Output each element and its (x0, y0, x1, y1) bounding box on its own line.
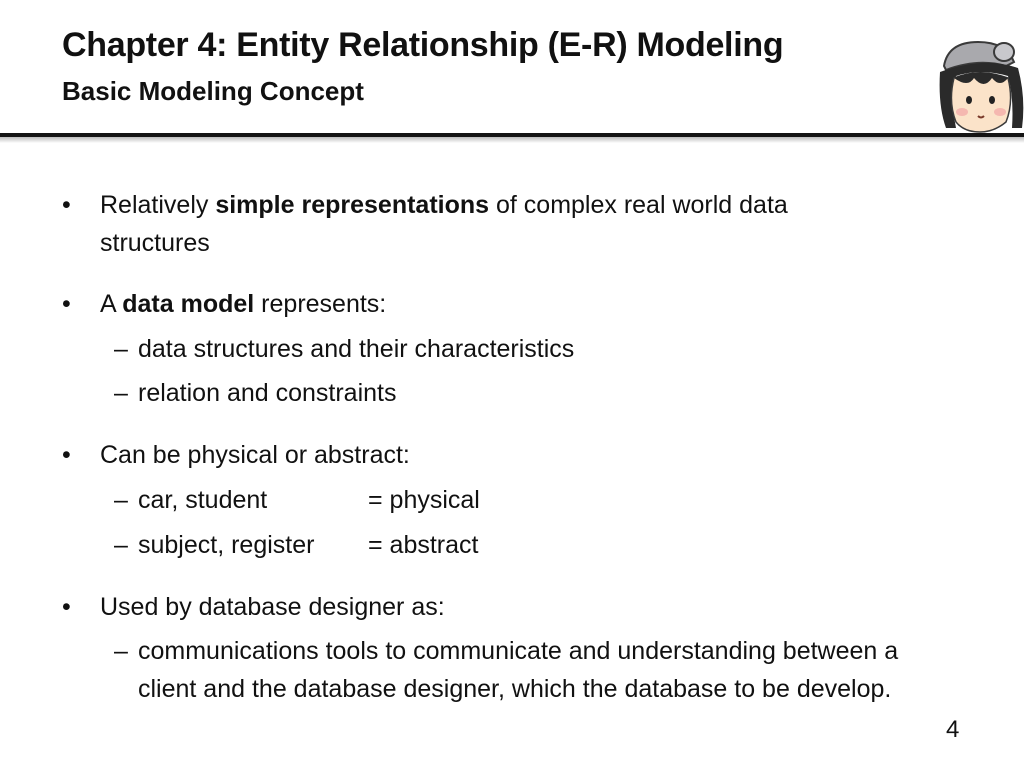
page-number: 4 (946, 716, 960, 743)
bullet-2-bold: data model (122, 290, 255, 318)
sub-bullet-3-1-value: = physical (368, 486, 480, 514)
sub-bullet-2-2: relation and constraints (138, 379, 397, 407)
slide-title: Chapter 4: Entity Relationship (E-R) Modeling (62, 26, 784, 64)
sub-bullet-dash: – (114, 335, 128, 363)
bullet-4-text: Used by database designer as: (100, 593, 445, 621)
bullet-1-text (100, 186, 900, 262)
bullet-2-text (100, 285, 900, 323)
sub-bullet-dash: – (114, 486, 128, 514)
sub-bullet-dash: – (114, 637, 128, 665)
bullet-2-pre: A (100, 290, 123, 318)
cartoon-character-with-cap-icon (934, 36, 1024, 134)
bullet-marker: • (62, 593, 71, 621)
sub-bullet-3-1-item: car, student (138, 486, 268, 514)
sub-bullet-3-2-value: = abstract (368, 531, 479, 559)
sub-bullet-3-2-item: subject, register (138, 531, 315, 559)
slide-subtitle: Basic Modeling Concept (62, 76, 364, 106)
bullet-3-text: Can be physical or abstract: (100, 441, 410, 469)
header-divider-shadow (0, 137, 1024, 143)
sub-bullet-2-1: data structures and their characteristics (138, 335, 575, 363)
bullet-2-post: represents: (254, 290, 387, 318)
bullet-1-pre: Relatively (100, 191, 216, 219)
bullet-marker: • (62, 191, 71, 219)
sub-bullet-dash: – (114, 379, 128, 407)
bullet-marker: • (62, 441, 71, 469)
sub-bullet-dash: – (114, 531, 128, 559)
bullet-1-post: of complex real world data structures (100, 191, 788, 257)
bullet-marker: • (62, 290, 71, 318)
sub-bullet-4-1: communications tools to communicate and understanding between a client and the database designer, which the database to be develop. (138, 637, 899, 703)
bullet-1-bold: simple representations (215, 191, 490, 219)
